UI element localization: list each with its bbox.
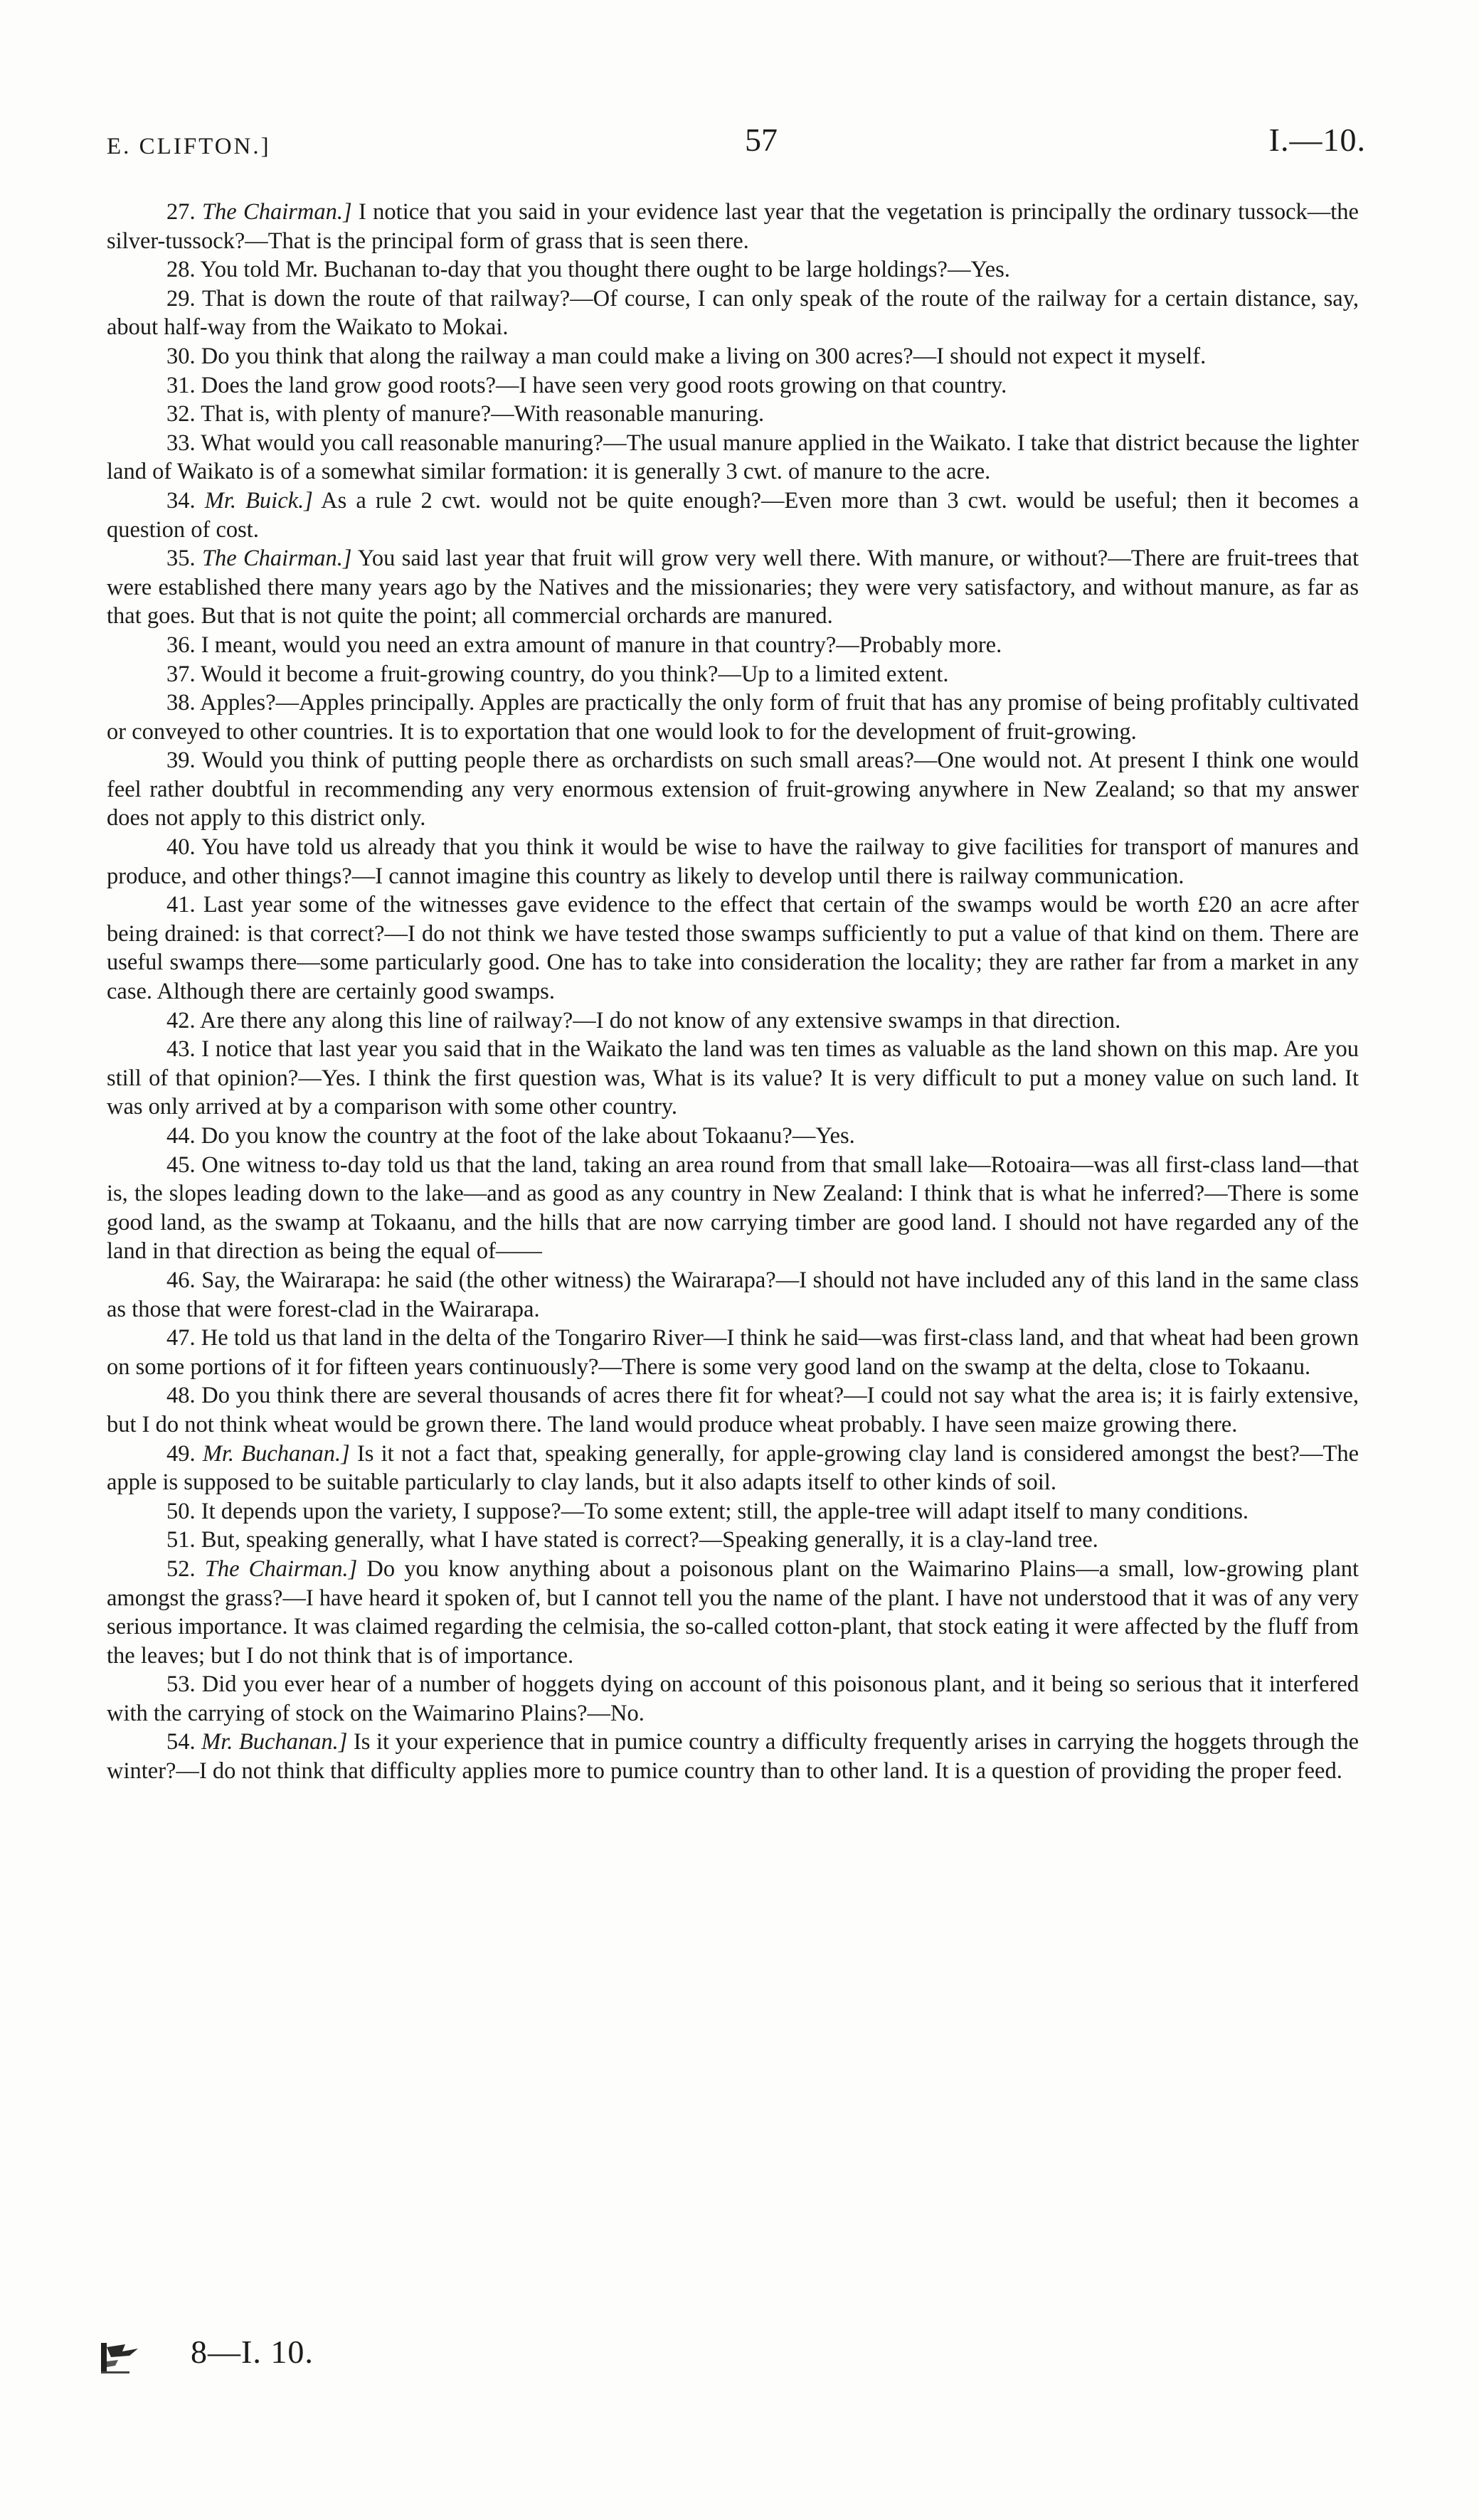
question-answer-text: Do you know the country at the foot of the lake about Tokaanu?—Yes. [201,1123,855,1149]
question-answer-text: You have told us already that you think it would be wise to have the railway to give facilities for transport of manures and produce, and other things?—I cannot imagine this country as likely to develop until there is railway communication. [107,834,1359,889]
evidence-body [107,198,1359,1786]
question-answer-text: I notice that you said in your evidence last year that the vegetation is principally the ordinary tussock—the silver-tussock?—That is the principal form of grass that is seen there. [107,199,1359,254]
question-number: 41. [166,892,196,918]
evidence-paragraph [107,689,1359,746]
question-number: 32. [166,401,196,427]
evidence-paragraph [107,1555,1359,1670]
question-number: 36. [166,632,196,658]
speaker-label: The Chairman.] [201,546,352,572]
evidence-paragraph [107,1035,1359,1122]
question-answer-text: You told Mr. Buchanan to-day that you thought there ought to be large holdings?—Yes. [200,257,1010,283]
evidence-paragraph [107,285,1359,342]
question-answer-text: Do you think there are several thousands of acres there fit for wheat?—I could not say what the area is; it is fairly extensive, but I do not think wheat would be grown there. The land would produce wheat probably. I have seen maize growing there. [107,1383,1359,1437]
question-number: 54. [166,1729,196,1755]
speaker-label: Mr. Buchanan.] [201,1729,348,1755]
question-answer-text: Does the land grow good roots?—I have seen very good roots growing on that country. [201,372,1007,398]
running-head-right: I.—10. [1268,122,1366,158]
question-answer-text: Is it not a fact that, speaking generally, for apple-growing clay land is considered amongst the best?—The apple is supposed to be suitable particularly to clay lands, but it also adapts itself to other kinds of soil. [107,1440,1359,1496]
question-answer-text: Is it your experience that in pumice country a difficulty frequently arises in carrying the hoggets through the winter?—I do not think that difficulty applies more to pumice country than to other land. It is a question of providing the proper feed. [107,1729,1359,1785]
speaker-label: The Chairman.] [204,1556,358,1582]
evidence-paragraph [107,1728,1359,1785]
question-answer-text: It depends upon the variety, I suppose?—To some extent; still, the apple-tree will adapt itself to many conditions. [201,1498,1249,1524]
printer-mark-icon [101,2340,142,2376]
question-number: 27. [166,199,196,225]
question-number: 29. [166,285,196,312]
page-number: 57 [745,122,778,158]
evidence-paragraph [107,1381,1359,1439]
question-number: 30. [166,343,196,369]
question-number: 42. [166,1007,196,1033]
running-head-left: E. CLIFTON.] [107,134,271,159]
question-number: 48. [166,1383,196,1409]
evidence-paragraph [107,1670,1359,1728]
evidence-paragraph [107,833,1359,890]
question-number: 35. [166,546,196,572]
evidence-paragraph [107,1324,1359,1381]
question-number: 31. [166,372,196,398]
question-number: 50. [166,1498,196,1524]
speaker-label: The Chairman.] [201,199,352,225]
evidence-paragraph [107,255,1359,285]
question-answer-text: Are there any along this line of railway?—I do not know of any extensive swamps in that direction. [199,1007,1121,1033]
question-number: 47. [166,1325,196,1351]
question-answer-text: I notice that last year you said that in the Waikato the land was ten times as valuable as the land shown on this map. Are you still of that opinion?—Yes. I think the first question was, What is its value? It is very difficult to put a money value on such land. It was only arrived at by a comparison with some other country. [107,1036,1359,1120]
question-answer-text: Say, the Wairarapa: he said (the other witness) the Wairarapa?—I should not have included any of this land in the same class as those that were forest-clad in the Wairarapa. [107,1267,1359,1322]
question-number: 34. [166,487,196,514]
question-answer-text: Would it become a fruit-growing country, do you think?—Up to a limited extent. [201,661,949,687]
question-answer-text: Would you think of putting people there as orchardists on such small areas?—One would not. At present I think one would feel rather doubtful in recommending any very enormous extension of fruit-growing anywhere in New Zealand; so that my answer does not apply to this district only. [107,748,1359,831]
question-answer-text: I meant, would you need an extra amount of manure in that country?—Probably more. [201,632,1002,658]
evidence-paragraph [107,1266,1359,1324]
signature-mark: 8—I. 10. [191,2334,314,2370]
evidence-paragraph [107,198,1359,255]
speaker-label: Mr. Buchanan.] [202,1440,350,1467]
evidence-paragraph [107,371,1359,400]
evidence-paragraph [107,746,1359,833]
question-answer-text: But, speaking generally, what I have stated is correct?—Speaking generally, it is a clay-land tree. [201,1527,1098,1553]
evidence-paragraph [107,1151,1359,1266]
question-number: 28. [166,257,196,283]
question-number: 44. [166,1123,196,1149]
question-number: 46. [166,1267,196,1293]
question-answer-text: He told us that land in the delta of the Tongariro River—I think he said—was first-class land, and that wheat had been grown on some portions of it for fifteen years continuously?—There is some very good land on the swamp at the delta, close to Tokaanu. [107,1325,1359,1380]
question-answer-text: As a rule 2 cwt. would not be quite enough?—Even more than 3 cwt. would be useful; then it becomes a question of cost. [107,487,1359,543]
question-answer-text: You said last year that fruit will grow very well there. With manure, or without?—There are fruit-trees that were established there many years ago by the Natives and the missionaries; they were very satisfactory, and without manure, as far as that goes. But that is not quite the point; all commercial orchards are manured. [107,546,1359,629]
question-answer-text: One witness to-day told us that the land, taking an area round from that small lake—Rotoaira—was all first-class land—that is, the slopes leading down to the lake—and as good as any country in New Zealand: I think that is what he inferred?—There is some good land, as the swamp at Tokaanu, and the hills that are now carrying timber are good land. I should not have regarded any of the land in that direction as being the equal of—— [107,1152,1359,1265]
evidence-paragraph [107,1440,1359,1497]
question-answer-text: What would you call reasonable manuring?—The usual manure applied in the Waikato. I take that district because the lighter land of Waikato is of a somewhat similar formation: it is generally 3 cwt. of manure to the acre. [107,430,1359,485]
question-number: 49. [166,1440,196,1467]
question-number: 33. [166,430,196,456]
question-number: 43. [166,1036,196,1063]
question-answer-text: Apples?—Apples principally. Apples are practically the only form of fruit that has any promise of being profitably cultivated or conveyed to other countries. It is to exportation that one would look to for the development of fruit-growing. [107,690,1359,745]
evidence-paragraph [107,660,1359,689]
question-answer-text: Do you know anything about a poisonous plant on the Waimarino Plains—a small, low-growing plant amongst the grass?—I have heard it spoken of, but I cannot tell you the name of the plant. I have not understood that it was of any very serious importance. It was claimed regarding the celmisia, the so-called cotton-plant, that stock eating it were affected by the fluff from the leaves; but I do not think that is of importance. [107,1556,1359,1669]
evidence-paragraph [107,1122,1359,1151]
page-footer [101,2333,528,2383]
evidence-paragraph [107,544,1359,631]
evidence-paragraph [107,1526,1359,1555]
page-header [107,121,1366,171]
evidence-paragraph [107,342,1359,371]
speaker-label: Mr. Buick.] [204,487,313,514]
question-number: 37. [166,661,196,687]
question-number: 40. [166,834,196,861]
evidence-paragraph [107,1497,1359,1526]
question-answer-text: That is, with plenty of manure?—With reasonable manuring. [201,401,765,427]
evidence-paragraph [107,429,1359,487]
question-number: 38. [166,690,196,716]
question-answer-text: Last year some of the witnesses gave evidence to the effect that certain of the swamps would be worth £20 an acre after being drained: is that correct?—I do not think we have tested those swamps sufficiently to put a value of that kind on them. There are useful swamps there—some particularly good. One has to take into consideration the locality; they are rather far from a market in any case. Although there are certainly good swamps. [107,892,1359,1005]
question-answer-text: That is down the route of that railway?—Of course, I can only speak of the route of the railway for a certain distance, say, about half-way from the Waikato to Mokai. [107,285,1359,341]
question-answer-text: Did you ever hear of a number of hoggets dying on account of this poisonous plant, and it being so serious that it interfered with the carrying of stock on the Waimarino Plains?—No. [107,1671,1359,1726]
evidence-paragraph [107,631,1359,660]
evidence-paragraph [107,400,1359,429]
question-number: 39. [166,748,196,774]
evidence-paragraph [107,487,1359,544]
question-number: 53. [166,1671,196,1698]
question-number: 52. [166,1556,196,1582]
question-number: 45. [166,1152,196,1178]
evidence-paragraph [107,890,1359,1006]
question-number: 51. [166,1527,196,1553]
evidence-paragraph [107,1006,1359,1036]
question-answer-text: Do you think that along the railway a man could make a living on 300 acres?—I should not expect it myself. [201,343,1207,369]
